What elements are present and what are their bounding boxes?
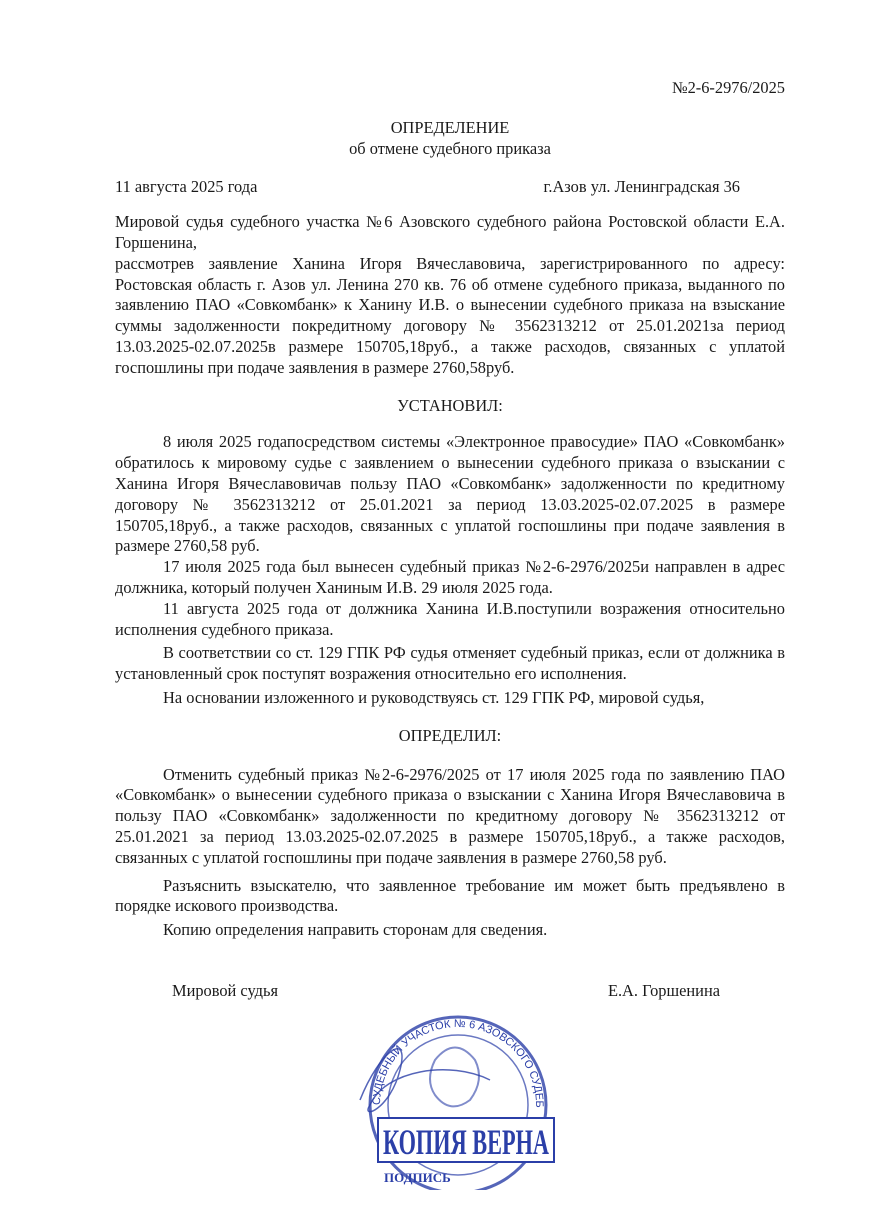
established-paragraph: 11 августа 2025 года от должника Ханина И.В.поступили возражения относительно исполнения судебного приказа. [115, 598, 785, 639]
intro-judge: Мировой судья судебного участка №6 Азовского судебного района Ростовской области Е.А. Горшенина, [115, 212, 785, 252]
decided-paragraph: Копию определения направить сторонам для сведения. [163, 920, 548, 940]
svg-text:СУДЕБНЫЙ УЧАСТОК № 6 АЗОВСКОГО: СУДЕБНЫЙ УЧАСТОК № 6 АЗОВСКОГО СУДЕБ [370, 1017, 546, 1108]
case-number: №2-6-2976/2025 [671, 78, 785, 97]
established-paragraph: 8 июля 2025 годапосредством системы «Электронное правосудие» ПАО «Совкомбанк» обратилось к мировому судье с заявлением о вынесении судебного приказа о взыскании с Ханина Игоря Вячеславовичав пользу ПАО «Совкомбанк» задолженности по кредитному договору № 3562313212 от 25.01.2021 за период 13.03.2025-02.07.2025 в размере 150705,18руб., а также расходов, связанных с уплатой госпошлины при подаче заявления в размере 2760,58 руб. [115, 432, 785, 556]
established-paragraph: В соответствии со ст. 129 ГПК РФ судья отменяет судебный приказ, если от должника в установленный срок поступят возражения относительно его исполнения. [115, 643, 785, 684]
established-paragraph: На основании изложенного и руководствуясь ст. 129 ГПК РФ, мировой судья, [163, 687, 705, 707]
decided-section [115, 765, 785, 941]
svg-text:КОПИЯ ВЕРНА: КОПИЯ ВЕРНА [383, 1121, 549, 1162]
decided-paragraph: Разъяснить взыскателю, что заявленное требование им может быть предъявлено в порядке искового производства. [115, 875, 785, 916]
intro-section [115, 212, 785, 378]
signature-name: Е.А. Горшенина [607, 980, 720, 1000]
svg-text:ПОДПИСЬ: ПОДПИСЬ [384, 1169, 451, 1185]
document-date: 11 августа 2025 года [115, 177, 258, 197]
document-title: ОПРЕДЕЛЕНИЕ [390, 117, 510, 137]
date-place-row [115, 177, 785, 198]
intro-body: рассмотрев заявление Ханина Игоря Вячеславовича, зарегистрированного по адресу: Ростовская область г. Азов ул. Ленина 270 кв. 76 об отмене судебного приказа, выданного по заявлению ПАО «Совкомбанк» к Ханину И.В. о вынесении судебного приказа на взыскание суммы задолженности покредитному договору № 3562313212 от 25.01.2021за период 13.03.2025-02.07.2025в размере 150705,18руб., а также расходов, связанных с уплатой госпошлины при подаче заявления в размере 2760,58руб. [115, 253, 785, 377]
court-seal-stamp [340, 1010, 570, 1190]
document-subtitle: об отмене судебного приказа [349, 138, 551, 158]
signature-role: Мировой судья [172, 980, 279, 1000]
decided-paragraph: Отменить судебный приказ №2-6-2976/2025 от 17 июля 2025 года по заявлению ПАО «Совкомбанк» о вынесении судебного приказа о взыскании с Ханина Игоря Вячеславовича в пользу ПАО «Совкомбанк» задолженности по кредитному договору № 3562313212 от 25.01.2021 за период 13.03.2025-02.07.2025 в размере 150705,18руб., а также расходов, связанных с уплатой госпошлины при подаче заявления в размере 2760,58 руб. [115, 764, 785, 867]
established-heading: УСТАНОВИЛ: [397, 395, 503, 415]
established-section [115, 432, 785, 708]
established-paragraph: 17 июля 2025 года был вынесен судебный приказ №2-6-2976/2025и направлен в адрес должника, который получен Ханиным И.В. 29 июля 2025 года. [115, 557, 785, 597]
document-place: г.Азов ул. Ленинградская 36 [543, 177, 740, 197]
decided-heading: ОПРЕДЕЛИЛ: [398, 725, 502, 745]
signature-row [115, 981, 785, 1002]
